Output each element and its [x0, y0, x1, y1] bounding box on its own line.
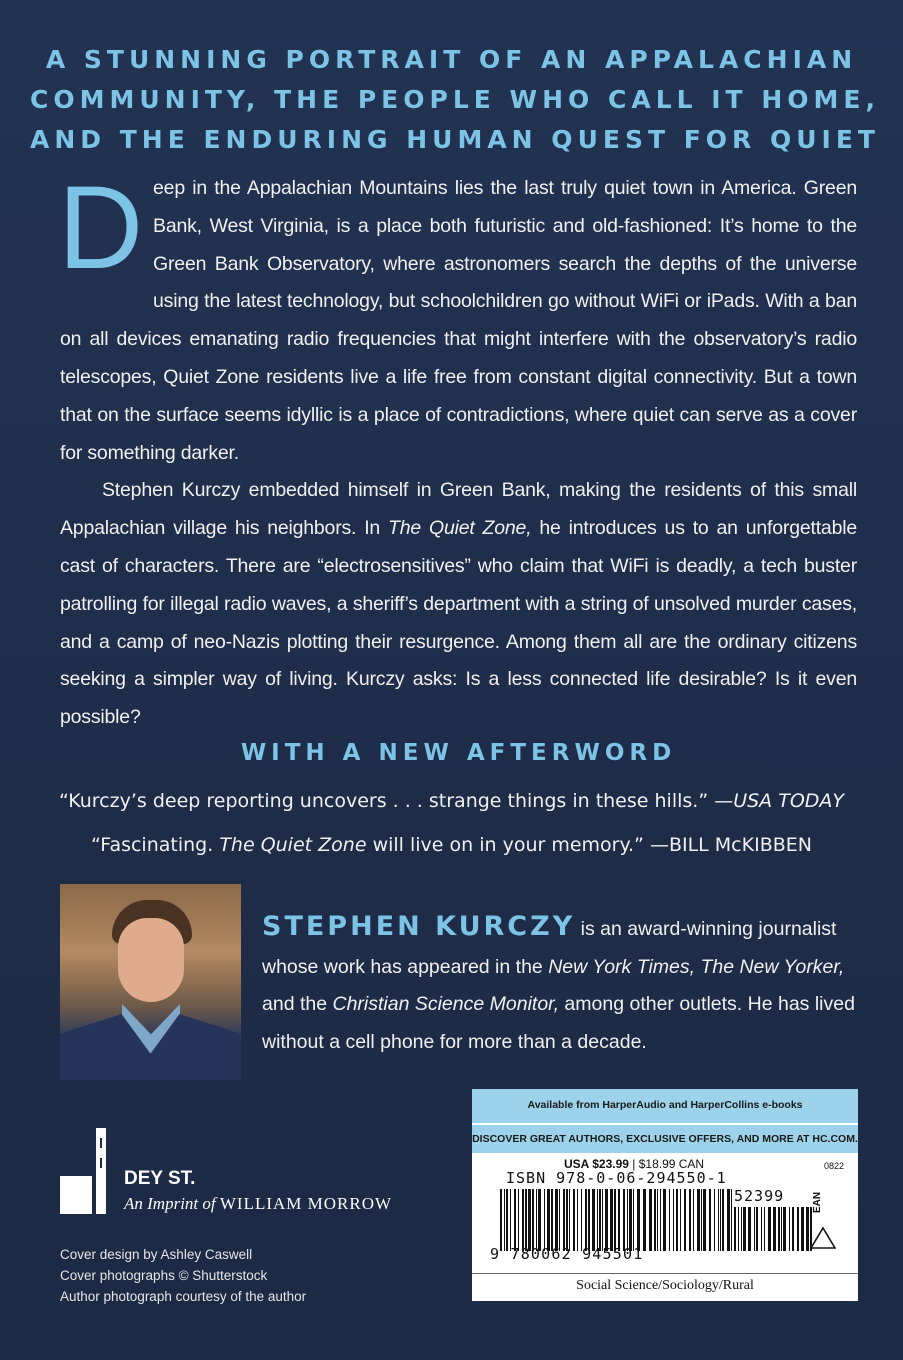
author-bio [262, 908, 862, 1061]
headline-line-2: COMMUNITY, THE PEOPLE WHO CALL IT HOME, [30, 85, 880, 114]
author-bio-3: among other outlets. He has lived without a cell phone for more than a decade. [262, 993, 855, 1053]
author-bio-2: and the [262, 993, 333, 1015]
quote-2-after: will live on in your memory.” —BILL McKIBBEN [366, 834, 812, 856]
author-photo [60, 884, 241, 1080]
barcode-digits: 9 780062 945501 [490, 1245, 644, 1263]
description-paragraph-1 [58, 162, 857, 472]
drop-cap: D [58, 162, 144, 294]
price-usa: USA $23.99 [564, 1157, 629, 1171]
isbn-text: ISBN 978-0-06-294550-1 [506, 1169, 727, 1187]
quote-2-before: “Fascinating. [91, 834, 220, 856]
publisher-logo-icon [60, 1128, 112, 1214]
headline-line-1: A STUNNING PORTRAIT OF AN APPALACHIAN [45, 45, 858, 74]
available-banner: Available from HarperAudio and HarperCollins e-books [472, 1089, 858, 1123]
description-paragraph-2 [60, 472, 857, 737]
headline-line-3: AND THE ENDURING HUMAN QUEST FOR QUIET [30, 125, 880, 154]
paragraph-1-text: eep in the Appalachian Mountains lies the last truly quiet town in America. Green Bank, West Virginia, is a place both futuristic and old-fashioned: It’s home to the Green Bank Observatory, where astronomers search the depths of the universe using the latest technology, but schoolchildren go without WiFi or iPads. With a ban on all devices emanating radio frequencies that might interfere with the observatory’s radio telescopes, Quiet Zone residents live a life free from constant digital connectivity. But a town that on the surface seems idyllic is a place of contradictions, where quiet can serve as a cover for something darker. [60, 177, 857, 464]
price-can: | $18.99 CAN [628, 1157, 705, 1171]
credit-author-photo: Author photograph courtesy of the author [60, 1289, 307, 1304]
print-code: 0822 [824, 1161, 845, 1171]
quote-2-title: The Quiet Zone [219, 834, 367, 856]
imprint-name: WILLIAM MORROW [219, 1194, 393, 1213]
quote-1-source: USA TODAY [733, 790, 845, 812]
book-title-italic: The Quiet Zone, [388, 517, 532, 540]
quote-1-text: “Kurczy’s deep reporting uncovers . . . strange things in these hills.” — [58, 790, 734, 812]
publisher-imprint [124, 1194, 392, 1214]
discover-banner: DISCOVER GREAT AUTHORS, EXCLUSIVE OFFERS, AND MORE AT HC.COM. [472, 1125, 858, 1153]
book-description [58, 162, 857, 737]
headline [30, 40, 880, 160]
publisher-name: DEY ST. [124, 1168, 196, 1189]
quote-usa-today [40, 790, 863, 812]
book-category: Social Science/Sociology/Rural [472, 1273, 858, 1294]
ean-barcode-icon [500, 1189, 732, 1251]
price-code-text: 52399 [734, 1187, 785, 1205]
author-name: STEPHEN KURCZY [262, 911, 576, 942]
price-barcode-icon [734, 1207, 812, 1251]
barcode-panel [472, 1089, 858, 1301]
author-pub-2: Christian Science Monitor, [332, 993, 560, 1015]
cover-credits [60, 1244, 306, 1307]
paragraph-2-text-a: Stephen Kurczy embedded himself in Green Bank, making the residents of this small Appalachian village his neighbors. In [60, 479, 857, 540]
quote-mckibben [40, 834, 863, 856]
credit-design: Cover design by Ashley Caswell [60, 1247, 253, 1262]
author-bio-1: is an award-winning journalist whose work has appeared in the [262, 918, 837, 978]
author-pub-1: New York Times, The New Yorker, [548, 955, 845, 978]
paragraph-2-text-b: he introduces us to an unforgettable cast of characters. There are “electrosensitives” who claim that WiFi is deadly, a tech buster patrolling for illegal radio waves, a sheriff’s department with a string of unsolved murder cases, and a camp of neo-Nazis plotting their resurgence. Among them all are the ordinary citizens seeking a simpler way of living. Kurczy asks: Is a less connected life desirable? Is it even possible? [60, 517, 857, 729]
triangle-icon [810, 1227, 836, 1249]
ean-label: EAN [812, 1191, 823, 1213]
afterword-heading: WITH A NEW AFTERWORD [240, 740, 677, 766]
imprint-prefix: An Imprint of [124, 1194, 216, 1213]
credit-photographs: Cover photographs © Shutterstock [60, 1268, 268, 1283]
